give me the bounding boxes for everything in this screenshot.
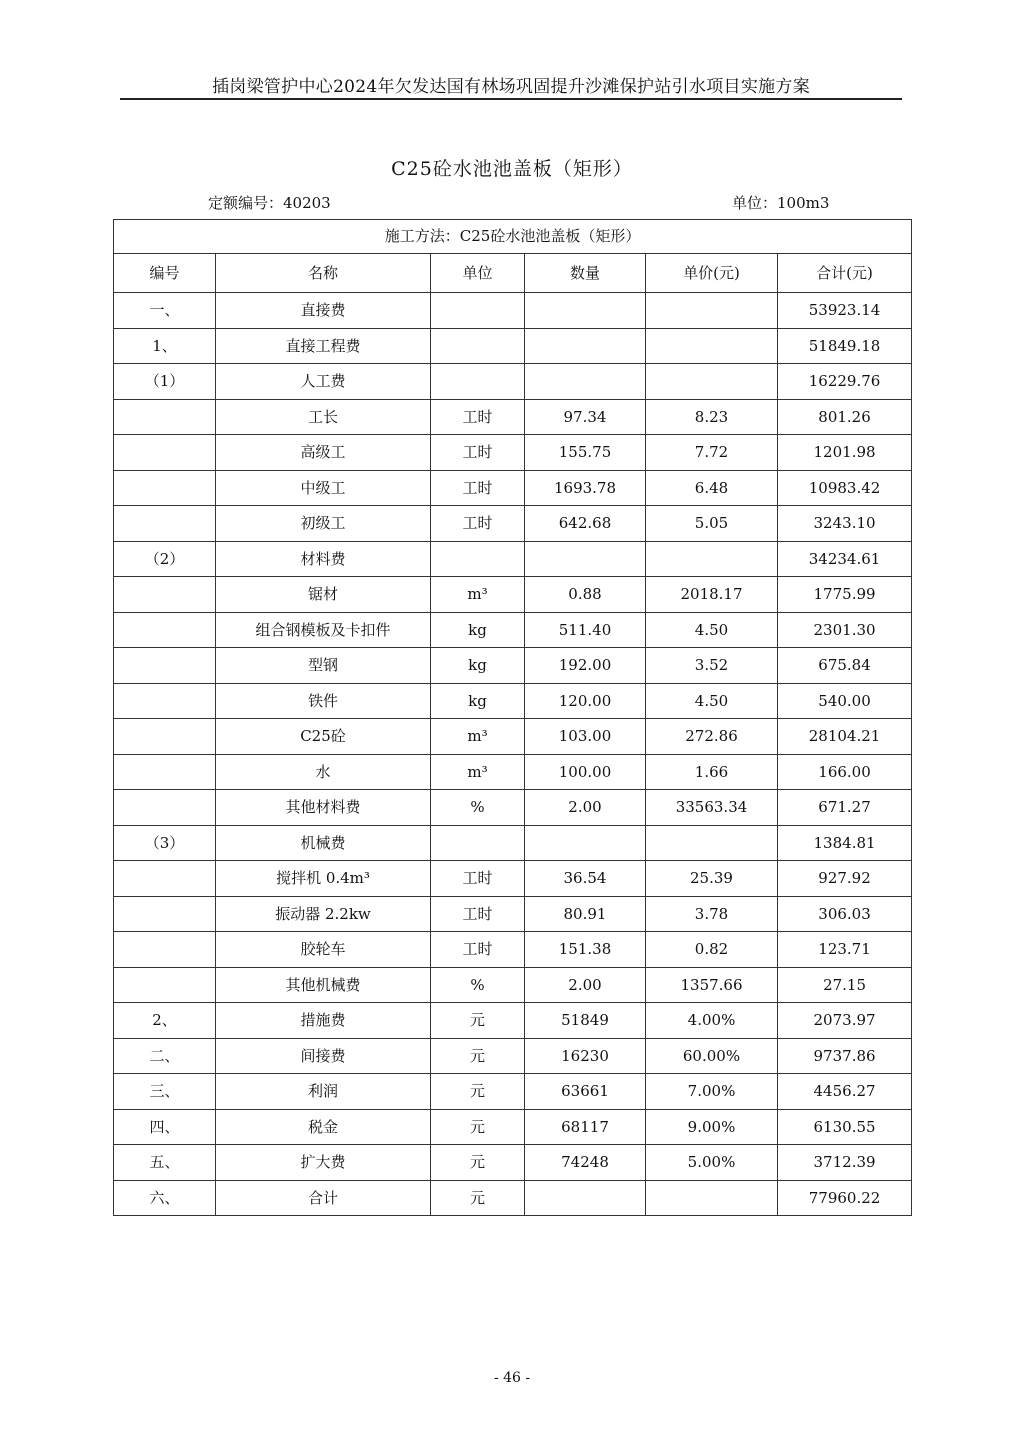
cell-unit-price: 7.00% [646,1074,778,1110]
cell-quantity: 642.68 [525,506,646,542]
cell-unit: kg [431,612,525,648]
cell-unit [431,364,525,400]
cell-unit: % [431,790,525,826]
cell-total: 671.27 [778,790,912,826]
cell-unit: % [431,967,525,1003]
cell-total: 27.15 [778,967,912,1003]
cell-total: 53923.14 [778,293,912,329]
table-row [114,1038,912,1074]
cell-total: 16229.76 [778,364,912,400]
cell-name: 扩大费 [216,1145,431,1181]
table-row [114,1074,912,1110]
cell-total: 3243.10 [778,506,912,542]
table-row [114,1145,912,1181]
cell-unit: 工时 [431,896,525,932]
cell-name: 材料费 [216,541,431,577]
cell-unit-price: 5.00% [646,1145,778,1181]
table-row [114,1180,912,1216]
cell-no: （2） [114,541,216,577]
cell-quantity: 36.54 [525,861,646,897]
cell-no: 二、 [114,1038,216,1074]
cell-name: 间接费 [216,1038,431,1074]
cell-name: C25砼 [216,719,431,755]
cell-name: 合计 [216,1180,431,1216]
table-row [114,825,912,861]
cell-total: 4456.27 [778,1074,912,1110]
cell-total: 28104.21 [778,719,912,755]
cell-unit: m³ [431,754,525,790]
cell-total: 10983.42 [778,470,912,506]
table-row [114,364,912,400]
table-row [114,861,912,897]
document-header: 插岗梁管护中心2024年欠发达国有林场巩固提升沙滩保护站引水项目实施方案 [211,77,811,97]
cell-no [114,932,216,968]
cell-unit-price [646,1180,778,1216]
cell-unit-price: 33563.34 [646,790,778,826]
cell-unit-price: 1357.66 [646,967,778,1003]
cell-name: 搅拌机 0.4m³ [216,861,431,897]
cell-total: 34234.61 [778,541,912,577]
column-header-total: 合计(元) [778,254,912,293]
cell-no [114,470,216,506]
cell-unit-price: 4.50 [646,612,778,648]
cell-total: 166.00 [778,754,912,790]
cell-unit-price: 0.82 [646,932,778,968]
column-header-unit: 单位 [431,254,525,293]
cell-name: 直接工程费 [216,328,431,364]
cell-quantity [525,364,646,400]
cell-unit: 元 [431,1038,525,1074]
cell-no: 三、 [114,1074,216,1110]
cell-unit-price: 2018.17 [646,577,778,613]
cell-total: 306.03 [778,896,912,932]
table-row [114,932,912,968]
cell-unit-price: 8.23 [646,399,778,435]
cell-unit-price: 5.05 [646,506,778,542]
cell-unit: 工时 [431,861,525,897]
cell-quantity: 2.00 [525,790,646,826]
cell-unit: kg [431,683,525,719]
cell-quantity [525,1180,646,1216]
cell-unit-price: 272.86 [646,719,778,755]
cell-total: 77960.22 [778,1180,912,1216]
header-divider [120,98,902,100]
cell-unit: kg [431,648,525,684]
construction-method: 施工方法：C25砼水池池盖板（矩形） [114,220,912,254]
column-header-unit-price: 单价(元) [646,254,778,293]
cell-quantity [525,541,646,577]
cell-quantity: 0.88 [525,577,646,613]
cell-quantity: 120.00 [525,683,646,719]
cell-quantity: 16230 [525,1038,646,1074]
cell-total: 51849.18 [778,328,912,364]
cell-unit-price: 4.50 [646,683,778,719]
cell-no: （3） [114,825,216,861]
cell-name: 其他机械费 [216,967,431,1003]
cell-unit: 元 [431,1003,525,1039]
table-row [114,612,912,648]
table-row [114,790,912,826]
table-row [114,541,912,577]
cell-no [114,790,216,826]
cell-total: 801.26 [778,399,912,435]
cell-unit-price: 25.39 [646,861,778,897]
cell-name: 直接费 [216,293,431,329]
cell-unit-price: 4.00% [646,1003,778,1039]
cell-no [114,506,216,542]
cell-unit-price: 6.48 [646,470,778,506]
cell-quantity [525,825,646,861]
cell-unit-price [646,293,778,329]
cell-unit: 元 [431,1109,525,1145]
cell-total: 2301.30 [778,612,912,648]
cell-unit: 工时 [431,506,525,542]
cell-quantity: 68117 [525,1109,646,1145]
cell-no [114,861,216,897]
table-row [114,1003,912,1039]
cell-unit: 元 [431,1180,525,1216]
table-row [114,435,912,471]
cell-name: 型钢 [216,648,431,684]
cell-unit: 工时 [431,932,525,968]
table-row [114,399,912,435]
cell-total: 1384.81 [778,825,912,861]
cell-quantity: 511.40 [525,612,646,648]
cell-name: 初级工 [216,506,431,542]
table-row [114,719,912,755]
table-row [114,754,912,790]
construction-method-row [114,220,912,254]
cell-no [114,719,216,755]
cell-total: 927.92 [778,861,912,897]
cell-total: 123.71 [778,932,912,968]
column-header-quantity: 数量 [525,254,646,293]
cell-name: 工长 [216,399,431,435]
cell-no [114,648,216,684]
cell-unit-price: 9.00% [646,1109,778,1145]
quota-code: 定额编号：40203 [208,194,331,212]
cell-quantity [525,293,646,329]
cell-unit: m³ [431,719,525,755]
cell-total: 3712.39 [778,1145,912,1181]
cell-name: 利润 [216,1074,431,1110]
cell-name: 人工费 [216,364,431,400]
cell-unit [431,825,525,861]
cell-unit-price [646,364,778,400]
table-header-row [114,254,912,293]
cell-total: 540.00 [778,683,912,719]
cell-unit-price [646,328,778,364]
table-row [114,967,912,1003]
cell-name: 机械费 [216,825,431,861]
cell-name: 中级工 [216,470,431,506]
cell-quantity: 80.91 [525,896,646,932]
cell-no [114,577,216,613]
table-row [114,506,912,542]
cell-no [114,435,216,471]
cell-name: 锯材 [216,577,431,613]
cell-unit-price: 3.78 [646,896,778,932]
table-row [114,328,912,364]
cell-no: 1、 [114,328,216,364]
cell-name: 其他材料费 [216,790,431,826]
cell-quantity: 63661 [525,1074,646,1110]
table-row [114,470,912,506]
cell-no: 五、 [114,1145,216,1181]
cell-unit [431,293,525,329]
cell-no: 六、 [114,1180,216,1216]
cell-unit: 工时 [431,399,525,435]
cell-no [114,612,216,648]
page-number: - 46 - [493,1370,531,1386]
cell-unit: 工时 [431,435,525,471]
cell-no [114,399,216,435]
table-row [114,648,912,684]
cell-unit-price: 60.00% [646,1038,778,1074]
cell-quantity: 2.00 [525,967,646,1003]
cell-total: 1201.98 [778,435,912,471]
cell-total: 1775.99 [778,577,912,613]
column-header-no: 编号 [114,254,216,293]
quota-unit: 单位：100m3 [732,194,830,212]
cell-quantity: 103.00 [525,719,646,755]
column-header-name: 名称 [216,254,431,293]
cell-total: 9737.86 [778,1038,912,1074]
table-row [114,577,912,613]
page-title: C25砼水池池盖板（矩形） [391,158,633,180]
cell-unit-price [646,825,778,861]
cell-unit: 元 [431,1074,525,1110]
cell-quantity: 192.00 [525,648,646,684]
cell-unit [431,541,525,577]
cell-unit: m³ [431,577,525,613]
cell-unit-price: 3.52 [646,648,778,684]
cell-name: 组合钢模板及卡扣件 [216,612,431,648]
cell-unit [431,328,525,364]
cell-name: 水 [216,754,431,790]
table-row [114,683,912,719]
cell-unit: 元 [431,1145,525,1181]
table-row [114,896,912,932]
cell-total: 2073.97 [778,1003,912,1039]
table-row [114,293,912,329]
cell-name: 振动器 2.2kw [216,896,431,932]
cell-no [114,683,216,719]
cell-name: 胶轮车 [216,932,431,968]
cell-total: 6130.55 [778,1109,912,1145]
cell-quantity: 74248 [525,1145,646,1181]
cell-name: 高级工 [216,435,431,471]
cell-quantity: 97.34 [525,399,646,435]
cell-no [114,754,216,790]
cell-no: （1） [114,364,216,400]
cell-no: 四、 [114,1109,216,1145]
cell-no [114,896,216,932]
cell-no [114,967,216,1003]
cell-quantity [525,328,646,364]
cell-quantity: 51849 [525,1003,646,1039]
quota-table [113,219,912,1216]
cell-no: 2、 [114,1003,216,1039]
cell-quantity: 1693.78 [525,470,646,506]
cell-name: 措施费 [216,1003,431,1039]
cell-unit-price [646,541,778,577]
table-row [114,1109,912,1145]
cell-unit: 工时 [431,470,525,506]
cell-unit-price: 1.66 [646,754,778,790]
cell-name: 铁件 [216,683,431,719]
cell-name: 税金 [216,1109,431,1145]
cell-no: 一、 [114,293,216,329]
cell-quantity: 100.00 [525,754,646,790]
cell-total: 675.84 [778,648,912,684]
cell-unit-price: 7.72 [646,435,778,471]
cell-quantity: 155.75 [525,435,646,471]
cell-quantity: 151.38 [525,932,646,968]
